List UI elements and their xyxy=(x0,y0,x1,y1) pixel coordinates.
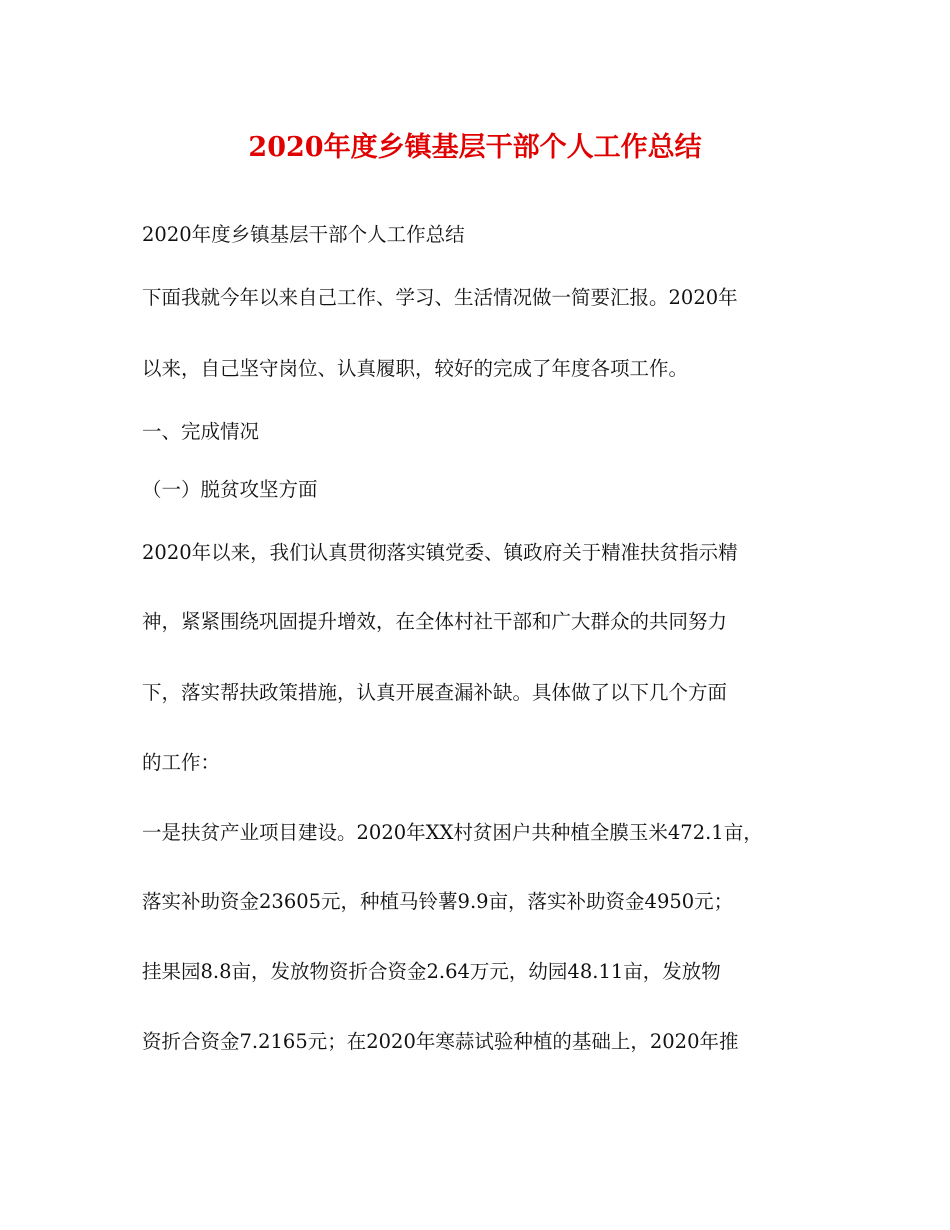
paragraph-line: 挂果园8.8亩，发放物资折合资金2.64万元，幼园48.11亩，发放物 xyxy=(142,960,721,983)
paragraph-line: 资折合资金7.2165元；在2020年寒蒜试验种植的基础上，2020年推 xyxy=(142,1030,739,1053)
paragraph-line: 以来，自己坚守岗位、认真履职，较好的完成了年度各项工作。 xyxy=(142,357,689,380)
paragraph-line: 神，紧紧围绕巩固提升增效，在全体村社干部和广大群众的共同努力 xyxy=(142,610,728,633)
document-title: 2020年度乡镇基层干部个人工作总结 xyxy=(248,132,702,163)
subtitle-line: 2020年度乡镇基层干部个人工作总结 xyxy=(142,223,465,246)
paragraph-line: 下面我就今年以来自己工作、学习、生活情况做一简要汇报。2020年 xyxy=(142,286,738,309)
subsection-heading: （一）脱贫攻坚方面 xyxy=(142,478,318,501)
section-heading: 一、完成情况 xyxy=(142,420,260,443)
paragraph-line: 的工作： xyxy=(142,751,221,774)
paragraph-line: 落实补助资金23605元，种植马铃薯9.9亩，落实补助资金4950元； xyxy=(142,890,734,913)
paragraph-line: 2020年以来，我们认真贯彻落实镇党委、镇政府关于精准扶贫指示精 xyxy=(142,541,738,564)
paragraph-line: 下，落实帮扶政策措施，认真开展查漏补缺。具体做了以下几个方面 xyxy=(142,681,728,704)
paragraph-line: 一是扶贫产业项目建设。2020年XX村贫困户共种植全膜玉米472.1亩， xyxy=(142,821,763,844)
